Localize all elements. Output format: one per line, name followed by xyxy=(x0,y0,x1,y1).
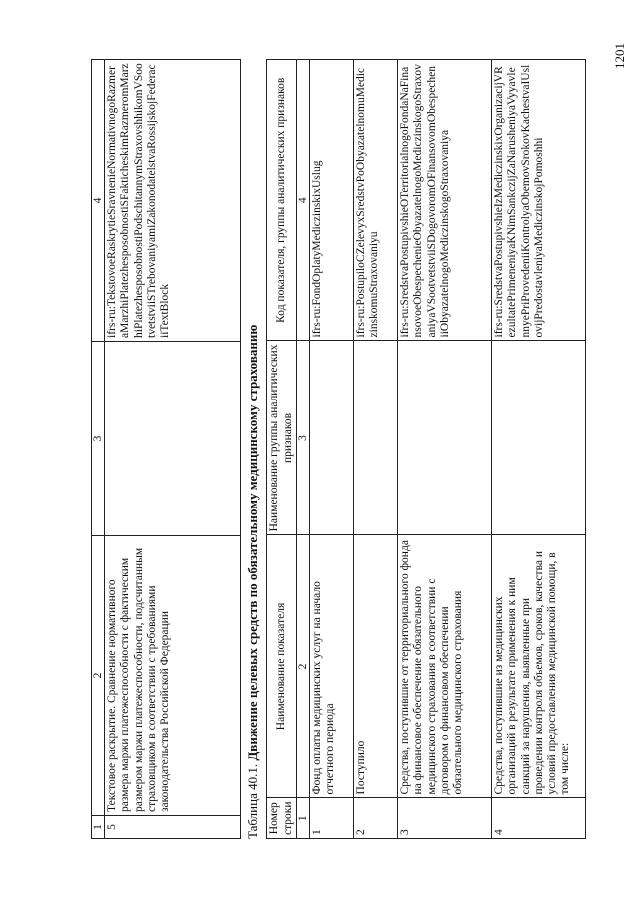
indicator-code: ifrs-ru:SredstvaPostupivshieOTerritorialnogoFondaNaFinansovoeObespechenieObyazatelnogoMediczinskogoStraxovaniyaVSootvetstviiSDogovoromOFinansovomObespecheniiObyazatelnogoMediczinskogoStraxovaniya xyxy=(398,60,492,341)
indicator-name: Текстовое раскрытие. Сравнение нормативного размера маржи платежеспособности с фактическим размером маржи платежеспособности, подсчитанным страховщиком в соответствии с требованиями законодательства Российской Федерации xyxy=(105,536,241,816)
indicator-code: ifrs-ru:SredstvaPostupivshieIzMediczinskixOrganizacijVRezultatePrimeneniyaKNimSankczijZaNarusheniyaVyyavlennyePriProvedeniiKontrolyaObemovSrokovKachestvaIUslovijPredostavleniyaMediczinskojPomoshhi xyxy=(492,60,586,341)
group-name xyxy=(492,341,586,535)
header-row-number: Номер строки xyxy=(267,798,297,839)
column-number-row xyxy=(92,60,105,839)
indicator-name: Поступило xyxy=(354,535,398,798)
row-number: 1 xyxy=(310,798,354,839)
caption-title: Движение целевых средств по обязательному медицинскому страхованию xyxy=(245,324,260,761)
main-table xyxy=(266,59,586,839)
group-name xyxy=(105,342,241,536)
col-number-1: 1 xyxy=(92,816,105,839)
col-number-2: 2 xyxy=(297,535,310,798)
row-number: 4 xyxy=(492,798,586,839)
table-row xyxy=(310,60,354,839)
header-row xyxy=(267,60,297,839)
continued-table xyxy=(91,59,241,839)
caption-prefix: Таблица 40.1. xyxy=(245,763,260,839)
col-number-2: 2 xyxy=(92,536,105,816)
table-row xyxy=(105,60,241,839)
table-row xyxy=(492,60,586,839)
group-name xyxy=(398,341,492,535)
col-number-4: 4 xyxy=(297,60,310,341)
group-name xyxy=(354,341,398,535)
indicator-name: Средства, поступившие от территориального фонда на финансовое обеспечение обязательного медицинского страхования в соответствии с договором о финансовом обеспечении обязательного медицинского страхования xyxy=(398,535,492,798)
col-number-1: 1 xyxy=(297,798,310,839)
indicator-code: ifrs-ru:PostupiloCZelevyxSredstvPoObyazatelnomuMediczinskomuStraxovaniyu xyxy=(354,60,398,341)
row-number: 2 xyxy=(354,798,398,839)
header-group-name: Наименование группы аналитических признаков xyxy=(267,341,297,535)
column-number-row xyxy=(297,60,310,839)
indicator-name: Фонд оплаты медицинских услуг на начало отчетного периода xyxy=(310,535,354,798)
header-indicator-name: Наименование показателя xyxy=(267,535,297,798)
table-row xyxy=(398,60,492,839)
table-row xyxy=(354,60,398,839)
indicator-code: ifrs-ru:TekstovoeRaskrytieSravnenieNormativnogoRazmeraMarzhiPlatezhesposobnostiSFakticheskimRazmeromMarzhiPlatezhesposobnostiPodschitannymStraxovshhikomVSootvetstviiSTrebovaniyamiZakonodatelstvaRossijskojFederaciiTextBlock xyxy=(105,60,241,342)
header-indicator-code: Код показателя, группы аналитических признаков xyxy=(267,60,297,341)
col-number-3: 3 xyxy=(297,341,310,535)
indicator-name: Средства, поступившие из медицинских организаций в результате применения к ним санкций за нарушения, выявленные при проведении контроля объемов, сроков, качества и условий предоставления медицинской помощи, в том числе: xyxy=(492,535,586,798)
col-number-3: 3 xyxy=(92,342,105,536)
row-number: 5 xyxy=(105,816,241,839)
table-caption xyxy=(245,325,261,839)
row-number: 3 xyxy=(398,798,492,839)
group-name xyxy=(310,341,354,535)
col-number-4: 4 xyxy=(92,60,105,342)
indicator-code: ifrs-ru:FondOplatyMediczinskixUslug xyxy=(310,60,354,341)
page-number: 1201 xyxy=(612,43,627,69)
